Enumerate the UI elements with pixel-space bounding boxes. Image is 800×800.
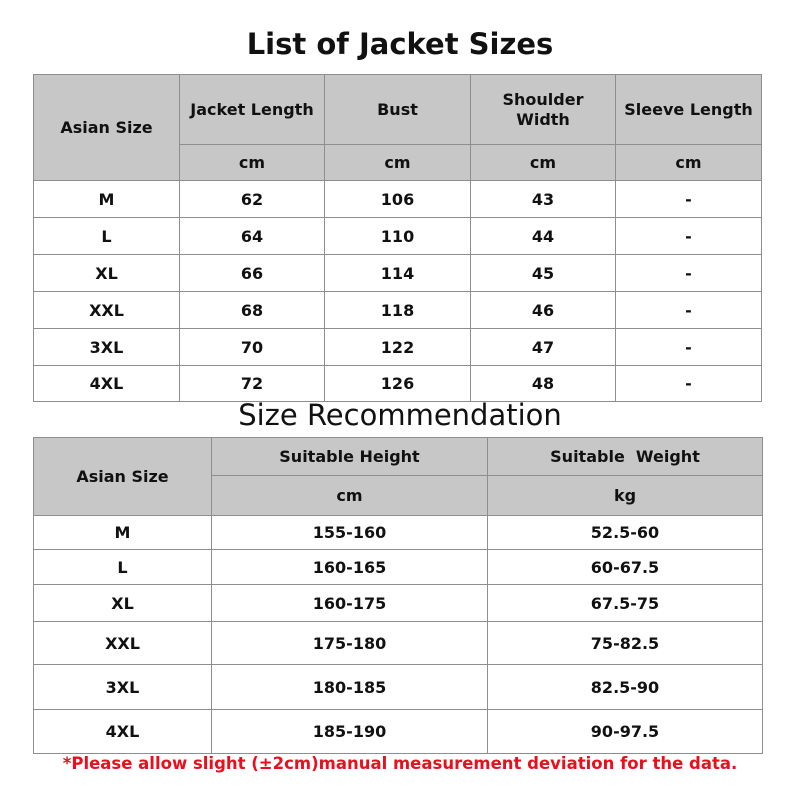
- jacket-length-header: Jacket Length: [180, 75, 325, 145]
- unit-cell: cm: [616, 145, 762, 181]
- size-cell: M: [34, 516, 212, 550]
- size-recommendation-title: Size Recommendation: [238, 398, 562, 432]
- value-cell: 66: [180, 255, 325, 292]
- bust-header: Bust: [325, 75, 471, 145]
- value-cell: 180-185: [212, 665, 488, 710]
- value-cell: 175-180: [212, 622, 488, 665]
- size-cell: XXL: [34, 622, 212, 665]
- suitable-height-header: Suitable Height: [212, 438, 488, 476]
- shoulder-width-label: Shoulder Width: [502, 89, 584, 129]
- size-cell: XXL: [34, 292, 180, 329]
- table-row: [34, 181, 762, 218]
- value-cell: 68: [180, 292, 325, 329]
- value-cell: 46: [471, 292, 616, 329]
- value-cell: 44: [471, 218, 616, 255]
- size-cell: L: [34, 218, 180, 255]
- table-row: [34, 585, 763, 622]
- asian-size-header: Asian Size: [34, 438, 212, 516]
- value-cell: 52.5-60: [488, 516, 763, 550]
- asian-size-header: Asian Size: [34, 75, 180, 181]
- table-row: [34, 710, 763, 754]
- unit-cell: kg: [488, 476, 763, 516]
- value-cell: -: [616, 218, 762, 255]
- table-row: [34, 550, 763, 585]
- value-cell: 114: [325, 255, 471, 292]
- sleeve-length-header: Sleeve Length: [616, 75, 762, 145]
- value-cell: 60-67.5: [488, 550, 763, 585]
- unit-cell: cm: [325, 145, 471, 181]
- value-cell: 122: [325, 329, 471, 366]
- value-cell: 185-190: [212, 710, 488, 754]
- table-row: [34, 255, 762, 292]
- value-cell: 110: [325, 218, 471, 255]
- value-cell: 48: [471, 366, 616, 402]
- value-cell: -: [616, 181, 762, 218]
- value-cell: -: [616, 366, 762, 402]
- value-cell: -: [616, 329, 762, 366]
- value-cell: 82.5-90: [488, 665, 763, 710]
- recommendation-header-row: [34, 438, 763, 476]
- unit-cell: cm: [471, 145, 616, 181]
- unit-cell: cm: [180, 145, 325, 181]
- jacket-size-table: [33, 74, 762, 402]
- size-cell: XL: [34, 585, 212, 622]
- suitable-weight-header: Suitable Weight: [488, 438, 763, 476]
- table-row: [34, 292, 762, 329]
- value-cell: 67.5-75: [488, 585, 763, 622]
- value-cell: -: [616, 255, 762, 292]
- value-cell: 72: [180, 366, 325, 402]
- size-cell: M: [34, 181, 180, 218]
- value-cell: 45: [471, 255, 616, 292]
- value-cell: 90-97.5: [488, 710, 763, 754]
- size-cell: 4XL: [34, 366, 180, 402]
- size-recommendation-table: [33, 437, 763, 754]
- table-row: [34, 665, 763, 710]
- shoulder-width-header: [471, 75, 616, 145]
- size-cell: L: [34, 550, 212, 585]
- table-row: [34, 218, 762, 255]
- value-cell: 64: [180, 218, 325, 255]
- table-row: [34, 329, 762, 366]
- value-cell: 160-175: [212, 585, 488, 622]
- size-cell: 4XL: [34, 710, 212, 754]
- size-cell: 3XL: [34, 329, 180, 366]
- measurement-deviation-note: *Please allow slight (±2cm)manual measurement deviation for the data.: [62, 754, 738, 773]
- value-cell: 47: [471, 329, 616, 366]
- table-row: [34, 622, 763, 665]
- value-cell: -: [616, 292, 762, 329]
- value-cell: 70: [180, 329, 325, 366]
- value-cell: 155-160: [212, 516, 488, 550]
- table-row: [34, 516, 763, 550]
- value-cell: 62: [180, 181, 325, 218]
- value-cell: 160-165: [212, 550, 488, 585]
- value-cell: 43: [471, 181, 616, 218]
- value-cell: 106: [325, 181, 471, 218]
- unit-cell: cm: [212, 476, 488, 516]
- size-cell: 3XL: [34, 665, 212, 710]
- jacket-sizes-title: List of Jacket Sizes: [246, 27, 554, 61]
- value-cell: 75-82.5: [488, 622, 763, 665]
- jacket-header-row: [34, 75, 762, 145]
- value-cell: 126: [325, 366, 471, 402]
- size-cell: XL: [34, 255, 180, 292]
- value-cell: 118: [325, 292, 471, 329]
